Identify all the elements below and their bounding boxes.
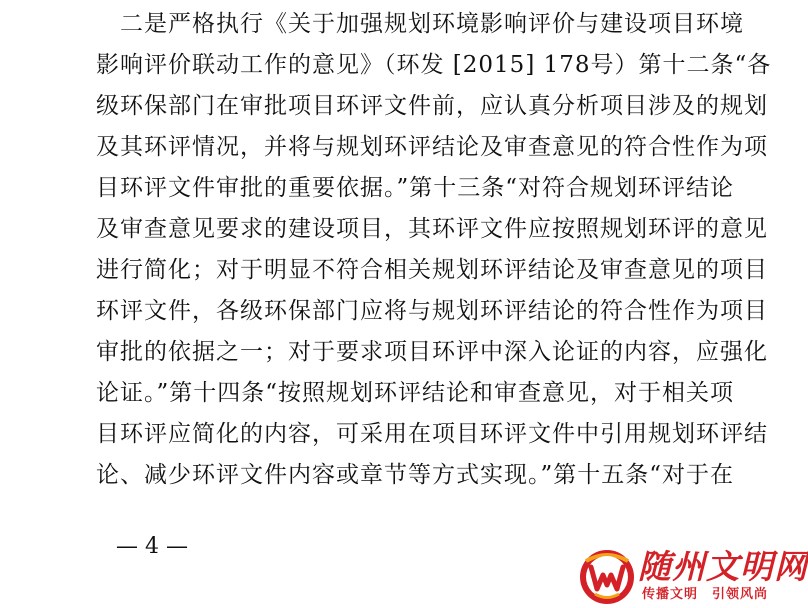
watermark-title: 随州文明网 xyxy=(638,547,808,586)
text-line-9: 审批的依据之一；对于要求项目环评中深入论证的内容，应强化 xyxy=(96,339,768,365)
suizhou-civilization-logo-icon xyxy=(576,545,638,607)
text-line-11: 目环评应简化的内容，可采用在项目环评文件中引用规划环评结 xyxy=(96,421,768,447)
text-line-2: 影响评价联动工作的意见》（环发 [2015] 178号）第十二条“各 xyxy=(96,52,772,78)
site-watermark xyxy=(576,545,808,608)
text-line-10: 论证。”第十四条“按照规划环评结论和审查意见，对于相关项 xyxy=(96,380,735,406)
page-number: — 4 — xyxy=(116,534,188,559)
text-line-4: 及其环评情况，并将与规划环评结论及审查意见的符合性作为项 xyxy=(96,134,768,160)
text-line-3: 级环保部门在审批项目环评文件前，应认真分析项目涉及的规划 xyxy=(96,93,768,119)
text-line-5: 目环评文件审批的重要依据。”第十三条“对符合规划环评结论 xyxy=(96,175,735,201)
text-line-7: 进行简化；对于明显不符合相关规划环评结论及审查意见的项目 xyxy=(96,257,768,283)
text-line-1: 二是严格执行《关于加强规划环境影响评价与建设项目环境 xyxy=(96,11,744,37)
watermark-slogan: 传播文明 引领风尚 xyxy=(642,587,769,602)
text-line-8: 环评文件，各级环保部门应将与规划环评结论的符合性作为项目 xyxy=(96,298,768,324)
text-line-6: 及审查意见要求的建设项目，其环评文件应按照规划环评的意见 xyxy=(96,216,768,242)
text-line-12: 论、减少环评文件内容或章节等方式实现。”第十五条“对于在 xyxy=(96,462,735,488)
